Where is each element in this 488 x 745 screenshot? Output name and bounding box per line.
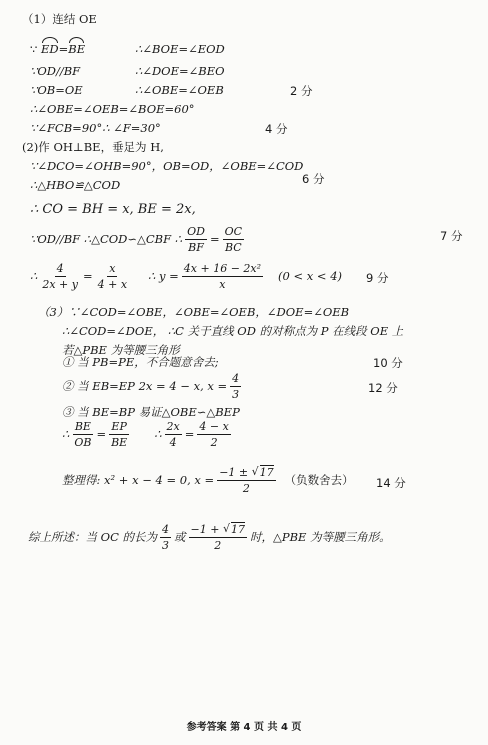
- part1-line2-result: ∴∠DOE=∠BEO: [135, 64, 225, 78]
- score-12: 12 分: [368, 381, 398, 395]
- fraction-oc-bc: $\frac{OC}{BC}$: [224, 225, 243, 254]
- score-14: 14 分: [376, 476, 406, 490]
- equals-sign: =: [82, 269, 93, 283]
- fraction-4-x-over-2: $\frac{4 - x}{2}$: [199, 420, 229, 449]
- conclusion-suffix: 时，△PBE 为等腰三角形。: [249, 530, 391, 544]
- equals-sign: =: [209, 232, 220, 246]
- case2-text: ② 当 EB=EP 2x = 4 − x, x =: [62, 379, 228, 393]
- part1-line4: ∴∠OBE=∠OEB=∠BOE=60°: [30, 102, 195, 116]
- part2-line1: ∵∠DCO=∠OHB=90°，OB=OD，∠OBE=∠COD: [30, 159, 304, 173]
- equals-sign: =: [58, 42, 69, 56]
- therefore-symbol: ∴: [154, 427, 162, 441]
- part2-heading: (2)作 OH⊥BE，垂足为 H,: [22, 140, 164, 154]
- fraction-be-ob: $\frac{BE}{OB}$: [74, 420, 92, 449]
- score-2: 2 分: [290, 84, 313, 98]
- arc-be: BE: [68, 42, 86, 56]
- part1-line5: ∵∠FCB=90°∴ ∠F=30°: [30, 121, 161, 135]
- part2-line2: ∴△HBO≌△COD: [30, 178, 121, 192]
- arc-ed: ED: [40, 42, 59, 56]
- fraction-root-answer: $\frac{-1 + √ 17}{2}$: [189, 523, 247, 552]
- page-footer: 参考答案 第 4 页 共 4 页: [186, 722, 302, 733]
- therefore-symbol: ∴: [62, 427, 70, 441]
- score-7: 7 分: [440, 229, 463, 243]
- part2-line3: ∴ CO = BH = x, BE = 2x,: [30, 202, 196, 217]
- part1-line3-given: ∵OB=OE: [30, 83, 83, 97]
- case3: ③ 当 BE=BP 易证△OBE∽△BEP: [62, 405, 240, 419]
- case2: [62, 372, 244, 401]
- score-9: 9 分: [366, 271, 389, 285]
- part2-line4: [30, 225, 247, 254]
- part1-line1-result: ∴∠BOE=∠EOD: [135, 42, 225, 56]
- case1: ① 当 PB=PE，不合题意舍去;: [62, 355, 219, 369]
- sqrt-icon: √ 17: [252, 466, 274, 479]
- fraction-root-solution: $\frac{-1 \pm √ 17}{2}$: [217, 466, 275, 495]
- score-4: 4 分: [265, 122, 288, 136]
- part1-line2-given: ∵OD//BF: [30, 64, 81, 78]
- fraction-4-over-3: $\frac{4}{3}$: [162, 523, 170, 552]
- y-equals-label: ∴ y =: [148, 269, 179, 283]
- part3-line3: 若△PBE 为等腰三角形: [62, 343, 180, 357]
- equals-sign: =: [184, 427, 195, 441]
- conclusion-prefix: 综上所述：当 OC 的长为: [28, 530, 158, 544]
- discard-negative-note: （负数舍去）: [284, 473, 354, 487]
- sorting-result: [62, 466, 354, 495]
- or-text: 或: [174, 530, 186, 544]
- fraction-od-bf: $\frac{OD}{BF}$: [187, 225, 205, 254]
- quadratic-equation: 整理得: x² + x − 4 = 0, x =: [62, 473, 215, 487]
- part1-heading: （1）连结 OE: [22, 12, 97, 26]
- case3-proportion: [62, 420, 234, 449]
- fraction-4-over-2x-y: $\frac{4}{2x + y}$: [42, 262, 78, 291]
- similar-triangles-text: ∵OD//BF ∴△COD∽△CBF ∴: [30, 232, 183, 246]
- conclusion: [28, 523, 391, 552]
- part3-line2: ∴∠COD=∠DOE， ∴C 关于直线 OD 的对称点为 P 在线段 OE 上: [62, 324, 404, 338]
- domain-range: (0 < x < 4): [278, 269, 343, 283]
- sqrt-icon: √ 17: [223, 523, 245, 536]
- therefore-symbol: ∴: [30, 269, 38, 283]
- fraction-2x-over-4: $\frac{2x}{4}$: [166, 420, 180, 449]
- part1-line1-given: [30, 42, 85, 57]
- fraction-4-over-3: $\frac{4}{3}$: [232, 372, 240, 401]
- fraction-y-expression: $\frac{\text{4x + 16 − 2x²}}{x}$: [183, 262, 262, 291]
- part1-line3-result: ∴∠OBE=∠OEB: [135, 83, 224, 97]
- because-symbol: ∵: [30, 42, 41, 56]
- part2-line5: [30, 262, 342, 291]
- fraction-x-over-4-x: $\frac{x}{4 + x}$: [97, 262, 128, 291]
- fraction-ep-be: $\frac{EP}{BE}$: [111, 420, 128, 449]
- equals-sign: =: [96, 427, 107, 441]
- part3-line1: （3）∵∠COD=∠OBE，∠OBE=∠OEB，∠DOE=∠OEB: [38, 305, 350, 319]
- score-10: 10 分: [373, 356, 403, 370]
- score-6: 6 分: [302, 172, 325, 186]
